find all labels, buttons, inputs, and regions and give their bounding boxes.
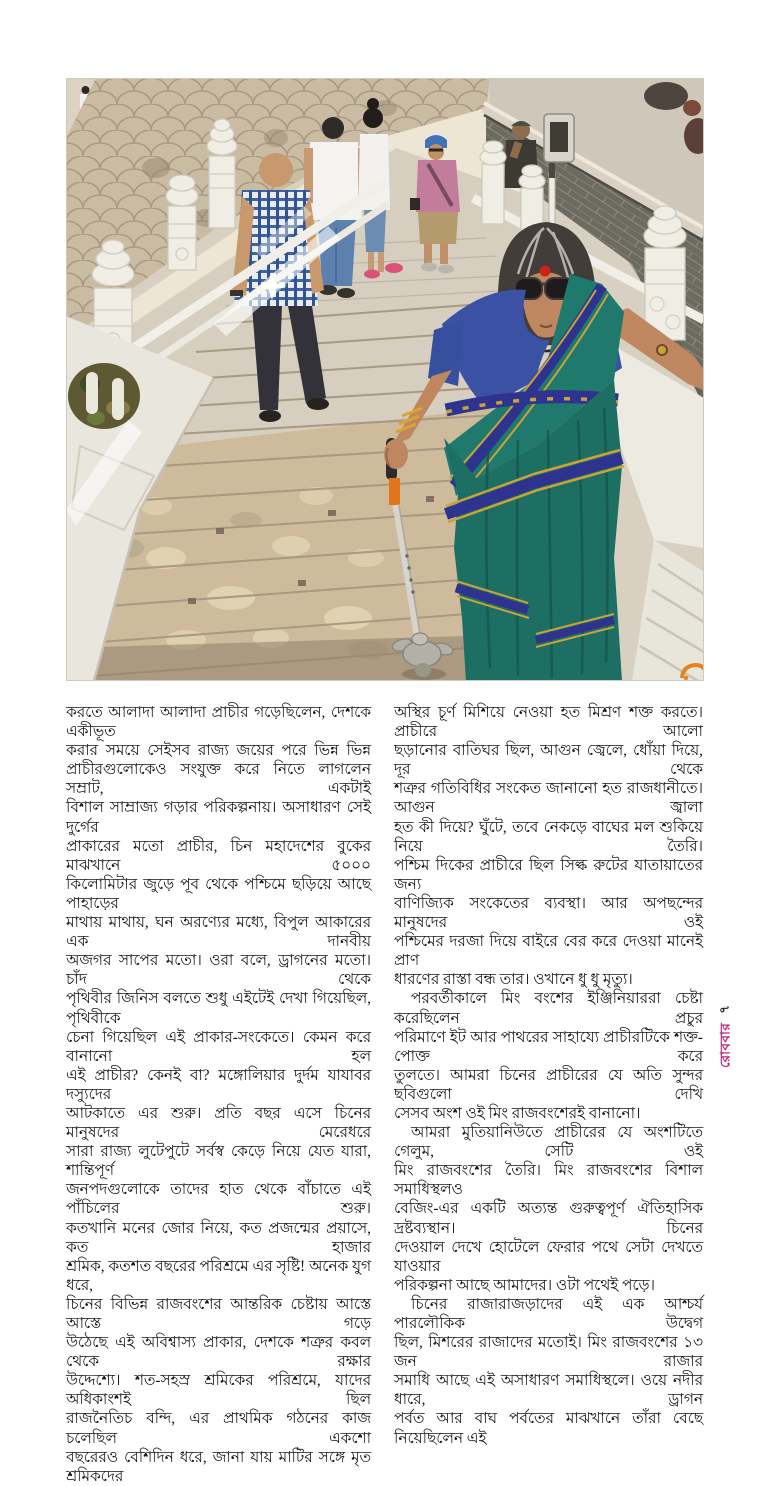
text-line: পরিমাণে ইট আর পাথরের সাহায্যে প্রাচীরটিকে শক্ত-পোক্ত করে <box>394 1028 703 1065</box>
text-line: ধারণের রাস্তা বন্ধ তার। ওখানে ধু ধু মৃত্যু। <box>394 971 633 989</box>
text-line: পশ্চিম দিকের প্রাচীরে ছিল সিল্ক রুটের যাতায়াতের জন্য <box>394 856 703 893</box>
text-line: চিনের বিভিন্ন রাজবংশের আন্তরিক চেষ্টায় আস্তে আস্তে গড়ে <box>66 1295 371 1332</box>
text-line: দেওয়াল দেখে হোটেলে ফেরার পথে সেটা দেখতে যাওয়ার <box>394 1238 703 1275</box>
text-line: আটকাতে এর শুরু। প্রতি বছর এসে চিনের মানুষদের মেরেধরে <box>66 1104 371 1142</box>
page-edge-label <box>718 987 735 1087</box>
text-line: বাণিজ্যিক সংকেতের ব্যবস্থা। আর অপছন্দের মানুষদের ওই <box>394 894 703 932</box>
text-line: করতে আলাদা আলাদা প্রাচীর গড়েছিলেন, দেশকে একীভূত <box>66 704 371 741</box>
text-line: শ্রমিক, কতশত বছরের পরিশ্রমে এর সৃষ্টি! অনেক যুগ ধরে, <box>66 1257 371 1294</box>
text-line: সারা রাজ্য লুটেপুটে সর্বস্ব কেড়ে নিয়ে যেত যারা, শান্তিপূর্ণ <box>66 1143 371 1180</box>
bindi <box>540 266 551 277</box>
text-line: শত্রুর গতিবিধির সংকেত জানানো হত রাজধানীতে। আগুন জ্বালা <box>394 780 703 817</box>
text-line: জনপদগুলোকে তাদের হাত থেকে বাঁচাতে এই পাঁচিলের শুরু। <box>66 1181 371 1218</box>
text-line: ছিল, মিশরের রাজাদের মতোই। মিং রাজবংশের ১৩ জন রাজার <box>394 1334 703 1371</box>
text-line: অজগর সাপের মতো। ওরা বলে, ড্রাগনের মতো। চাঁদ থেকে <box>66 952 371 989</box>
text-line: বিশাল সাম্রাজ্য গড়ার পরিকল্পনায়। অসাধারণ সেই দুর্গের <box>66 799 371 836</box>
edition-name: রোববার <box>717 1022 733 1068</box>
text-line: রাজনৈতিচ বন্দি, এর প্রাথমিক গঠনের কাজ চলেছিল একশো <box>66 1410 371 1447</box>
text-line: চেনা গিয়েছিল এই প্রাকার-সংকেতে। কেমন করে বানানো হল <box>66 1028 371 1065</box>
text-line: চিনের রাজারাজড়াদের এই এক আশ্চর্য পারলৌকিক উদ্বেগ <box>394 1295 703 1332</box>
text-line: হত কী দিয়ে? ঘুঁটে, তবে নেকড়ে বাঘের মল শুকিয়ে নিয়ে তৈরি। <box>394 818 703 855</box>
text-line: তুলতে। আমরা চিনের প্রাচীরের যে অতি সুন্দর ছবিগুলো দেখি <box>394 1066 703 1103</box>
text-line: পরবর্তীকালে মিং বংশের ইঞ্জিনিয়াররা চেষ্টা করেছিলেন প্রচুর <box>394 990 703 1027</box>
text-line: ছড়ানোর বাতিঘর ছিল, আগুন জ্বেলে, ধোঁয়া দিয়ে, দূর থেকে <box>394 742 703 779</box>
text-line: অস্থির চূর্ণ মিশিয়ে নেওয়া হত মিশ্রণ শক্ত করতে। প্রাচীরে আলো <box>394 704 703 741</box>
photo-illustration <box>66 78 704 681</box>
text-line: বেজিং-এর একটি অত্যন্ত গুরুত্বপূর্ণ ঐতিহাসিক দ্রষ্টব্যস্থান। চিনের <box>394 1200 703 1237</box>
text-line: কিলোমিটার জুড়ে পূব থেকে পশ্চিমে ছড়িয়ে আছে পাহাড়ের <box>66 875 371 912</box>
text-line: মাথায় মাথায়, ঘন অরণ্যের মধ্যে, বিপুল আকারের এক দানবীয় <box>66 914 371 951</box>
article-right-column <box>394 703 703 1448</box>
text-line: আমরা মুতিয়ানিউতে প্রাচীরের যে অংশটিতে গেলুম, সেটি ওই <box>394 1124 703 1161</box>
text-line: পর্বত আর বাঘ পর্বতের মাঝখানে তাঁরা বেছে নিয়েছিলেন এই <box>394 1410 703 1447</box>
text-line: প্রাকারের মতো প্রাচীর, চিন মহাদেশের বুকের মাঝখানে ৫০০০ <box>66 837 371 874</box>
text-line: উদ্দেশ্যে। শত-সহস্র শ্রমিকের পরিশ্রমে, যাদের অধিকাংশই ছিল <box>66 1372 371 1409</box>
page-number: ৭ <box>716 1005 732 1014</box>
text-line: সেসব অংশ ওই মিং রাজবংশেরই বানানো। <box>394 1104 641 1122</box>
text-line: পরিকল্পনা আছে আমাদের। ওটা পথেই পড়ে। <box>394 1276 655 1294</box>
text-line: প্রাচীরগুলোকেও সংযুক্ত করে নিতে লাগলেন সম্রাট, একটাই <box>66 761 371 798</box>
photo-great-wall-stairs <box>66 78 704 681</box>
text-line: মিং রাজবংশের তৈরি। মিং রাজবংশের বিশাল সমাধিস্থলও <box>394 1162 703 1199</box>
text-line: উঠেছে এই অবিশ্বাস্য প্রাকার, দেশকে শত্রুর কবল থেকে রক্ষার <box>66 1334 371 1371</box>
text-line: কতখানি মনের জোর নিয়ে, কত প্রজন্মের প্রয়াসে, কত হাজার <box>66 1219 371 1256</box>
article-left-column <box>66 703 371 1486</box>
text-line: পশ্চিমের দরজা দিয়ে বাইরে বের করে দেওয়া মানেই প্রাণ <box>394 933 703 970</box>
text-line: করার সময়ে সেইসব রাজ্য জয়ের পরে ভিন্ন ভিন্ন <box>66 742 371 760</box>
text-line: সমাধি আছে এই অসাধারণ সমাধিস্থলে। ওয়ে নদীর ধারে, ড্রাগন <box>394 1372 703 1409</box>
text-line: বছরেরও বেশিদিন ধরে, জানা যায় মাটির সঙ্গে মৃত শ্রমিকদের <box>66 1448 371 1485</box>
text-line: পৃথিবীর জিনিস বলতে শুধু এইটেই দেখা গিয়েছিল, পৃথিবীকে <box>66 990 371 1027</box>
text-line: এই প্রাচীর? কেনই বা? মঙ্গোলিয়ার দুর্দম যাযাবর দস্যুদের <box>66 1066 371 1103</box>
